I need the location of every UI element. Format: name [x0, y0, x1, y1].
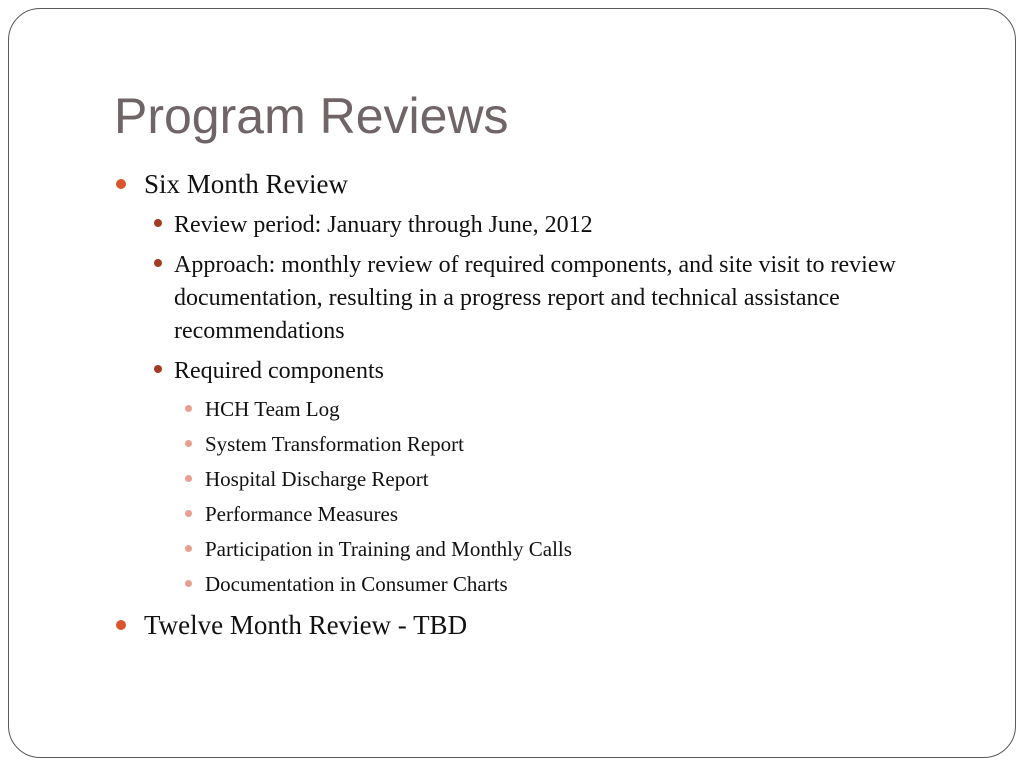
- bullet-text: System Transformation Report: [205, 432, 465, 456]
- bullet-dot-icon: [185, 580, 192, 587]
- bullet-dot-icon: [185, 475, 192, 482]
- bullet-text: Performance Measures: [205, 502, 398, 526]
- bullet-dot-icon: [185, 440, 192, 447]
- bullet-dot-icon: [154, 365, 162, 373]
- bullet-review-period: [174, 209, 593, 242]
- bullet-twelve-month-review: [144, 609, 467, 641]
- bullet-text: Review period: January through June, 2012: [174, 212, 593, 238]
- bullet-system-transformation-report: [205, 431, 464, 457]
- bullet-text: Required components: [174, 358, 384, 384]
- bullet-dot-icon: [185, 545, 192, 552]
- bullet-documentation-consumer-charts: [205, 571, 508, 597]
- bullet-dot-icon: [185, 510, 192, 517]
- bullet-text: Approach: monthly review of required components, and site visit to review documentation, resulting in a progress report and technical assistance recommendations: [174, 252, 896, 344]
- bullet-approach: [174, 249, 964, 348]
- bullet-text: Six Month Review: [144, 169, 349, 199]
- bullet-six-month-review: [144, 168, 348, 200]
- bullet-hch-team-log: [205, 396, 340, 422]
- bullet-text: Documentation in Consumer Charts: [205, 572, 508, 596]
- slide-title: Program Reviews: [114, 88, 509, 144]
- bullet-text: Twelve Month Review - TBD: [144, 610, 468, 640]
- bullet-dot-icon: [116, 620, 126, 630]
- bullet-text: Participation in Training and Monthly Calls: [205, 537, 572, 561]
- bullet-dot-icon: [116, 179, 126, 189]
- bullet-dot-icon: [154, 259, 162, 267]
- bullet-text: Hospital Discharge Report: [205, 467, 429, 491]
- bullet-required-components: [174, 355, 384, 388]
- bullet-dot-icon: [154, 219, 162, 227]
- bullet-text: HCH Team Log: [205, 397, 340, 421]
- bullet-dot-icon: [185, 405, 192, 412]
- bullet-performance-measures: [205, 501, 398, 527]
- bullet-hospital-discharge-report: [205, 466, 429, 492]
- bullet-participation-training: [205, 536, 572, 562]
